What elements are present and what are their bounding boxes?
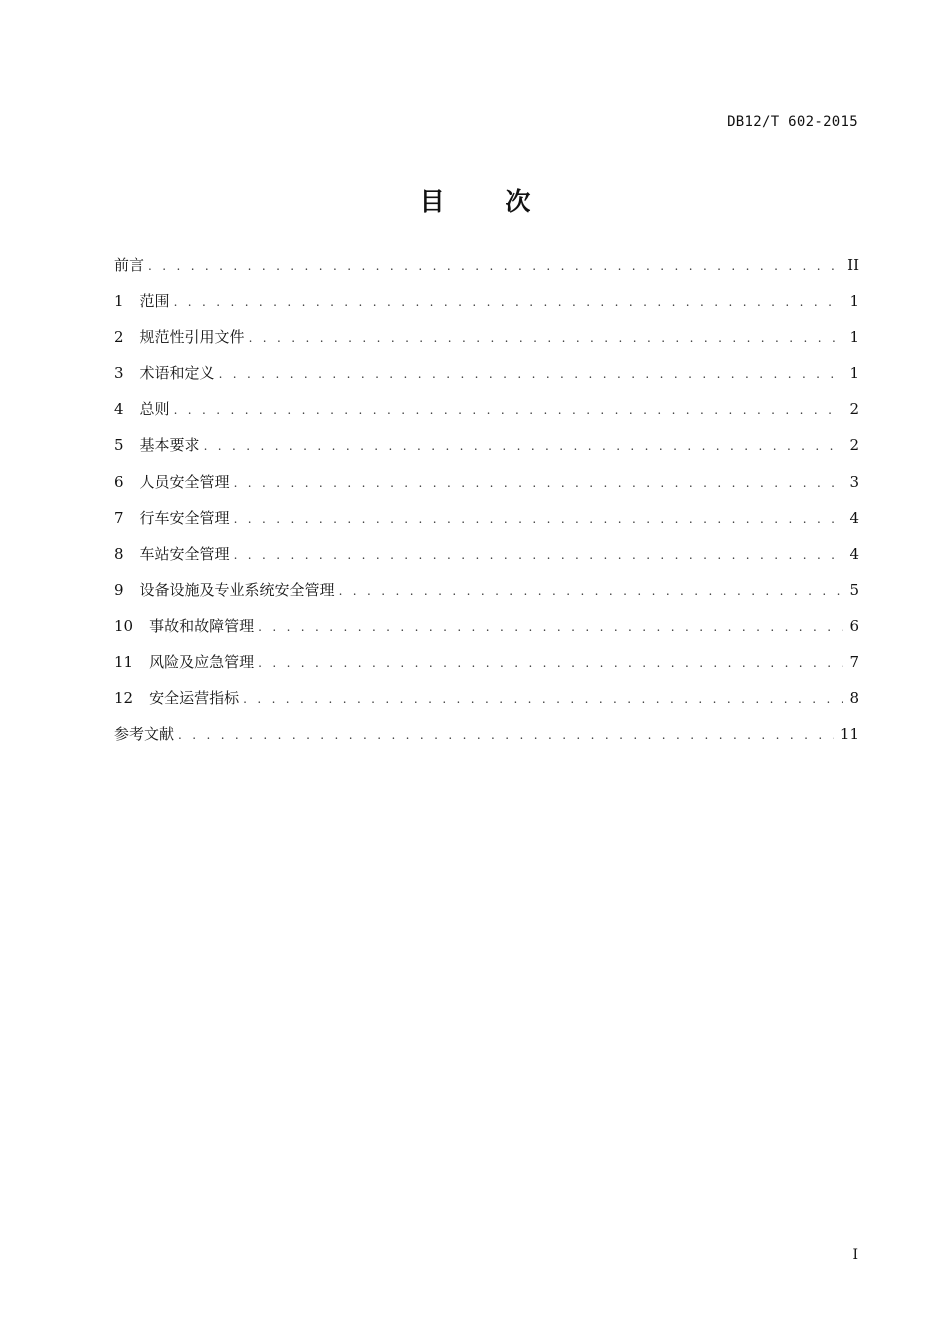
toc-entry-label: 总则: [139, 400, 170, 419]
toc-entry-1[interactable]: [114, 290, 859, 326]
toc-dot-leader: [234, 472, 843, 494]
toc-entry-bibliography[interactable]: [114, 723, 859, 759]
toc-entry-label: 术语和定义: [139, 364, 215, 383]
toc-dot-leader: [258, 616, 843, 638]
toc-entry-9[interactable]: [114, 579, 859, 615]
toc-entry-label: 事故和故障管理: [149, 616, 255, 635]
toc-entry-page: II: [847, 256, 859, 274]
toc-entry-number: 11: [114, 653, 134, 672]
document-code: DB12/T 602-2015: [727, 114, 858, 130]
page-number: I: [852, 1247, 858, 1263]
toc-dot-leader: [174, 399, 843, 421]
toc-entry-page: 1: [849, 328, 859, 347]
toc-entry-page: 7: [849, 653, 859, 672]
toc-entry-page: 1: [849, 364, 859, 383]
toc-entry-page: 1: [849, 292, 859, 311]
toc-entry-page: 4: [849, 544, 859, 563]
toc-entry-12[interactable]: [114, 687, 859, 723]
toc-entry-10[interactable]: [114, 615, 859, 651]
toc-entry-number: 7: [114, 508, 124, 527]
toc-entry-label: 行车安全管理: [139, 508, 230, 527]
toc-entry-number: 4: [114, 400, 124, 419]
toc-entry-label: 前言: [114, 256, 145, 274]
toc-entry-page: 11: [839, 725, 859, 744]
toc-entry-number: 3: [114, 364, 124, 383]
toc-entry-label: 安全运营指标: [149, 689, 240, 708]
toc-entry-number: 1: [114, 292, 124, 311]
toc-entry-page: 4: [849, 508, 859, 527]
toc-entry-number: 5: [114, 436, 124, 455]
toc-entry-page: 5: [849, 580, 859, 599]
toc-dot-leader: [148, 255, 841, 277]
toc-entry-page: 3: [849, 472, 859, 491]
toc-entry-number: 9: [114, 580, 124, 599]
toc-entry-label: 车站安全管理: [139, 544, 230, 563]
toc-entry-11[interactable]: [114, 651, 859, 687]
toc-entry-8[interactable]: [114, 543, 859, 579]
toc-dot-leader: [339, 580, 843, 602]
toc-entry-3[interactable]: [114, 362, 859, 398]
toc-entry-label: 规范性引用文件: [139, 328, 245, 347]
toc-dot-leader: [258, 652, 843, 674]
toc-entry-page: 6: [849, 616, 859, 635]
toc-entry-2[interactable]: [114, 326, 859, 362]
toc-entry-label: 范围: [139, 292, 170, 311]
toc-entry-number: 10: [114, 616, 134, 635]
toc-entry-number: 2: [114, 328, 124, 347]
toc-dot-leader: [204, 435, 843, 457]
page-title: 目 次: [419, 187, 557, 216]
toc-entry-label: 风险及应急管理: [149, 653, 255, 672]
toc-dot-leader: [219, 363, 843, 385]
toc-entry-number: 12: [114, 689, 134, 708]
toc-entry-7[interactable]: [114, 507, 859, 543]
toc-entry-page: 8: [849, 689, 859, 708]
toc-entry-4[interactable]: [114, 398, 859, 434]
toc-dot-leader: [234, 508, 843, 530]
toc-entry-foreword[interactable]: [114, 254, 859, 290]
toc-entry-page: 2: [849, 400, 859, 419]
toc-entry-6[interactable]: [114, 471, 859, 507]
toc-entry-label: 人员安全管理: [139, 472, 230, 491]
toc-dot-leader: [178, 724, 834, 746]
toc-dot-leader: [174, 291, 843, 313]
toc-entry-number: 8: [114, 544, 124, 563]
toc-entry-5[interactable]: [114, 434, 859, 470]
toc-dot-leader: [243, 688, 843, 710]
toc-entry-label: 设备设施及专业系统安全管理: [139, 580, 335, 599]
toc-dot-leader: [249, 327, 843, 349]
toc-entry-label: 参考文献: [114, 725, 175, 744]
toc-entry-label: 基本要求: [139, 436, 200, 455]
toc-entry-page: 2: [849, 436, 859, 455]
toc-entry-number: 6: [114, 472, 124, 491]
table-of-contents: [114, 254, 859, 759]
toc-dot-leader: [234, 544, 843, 566]
